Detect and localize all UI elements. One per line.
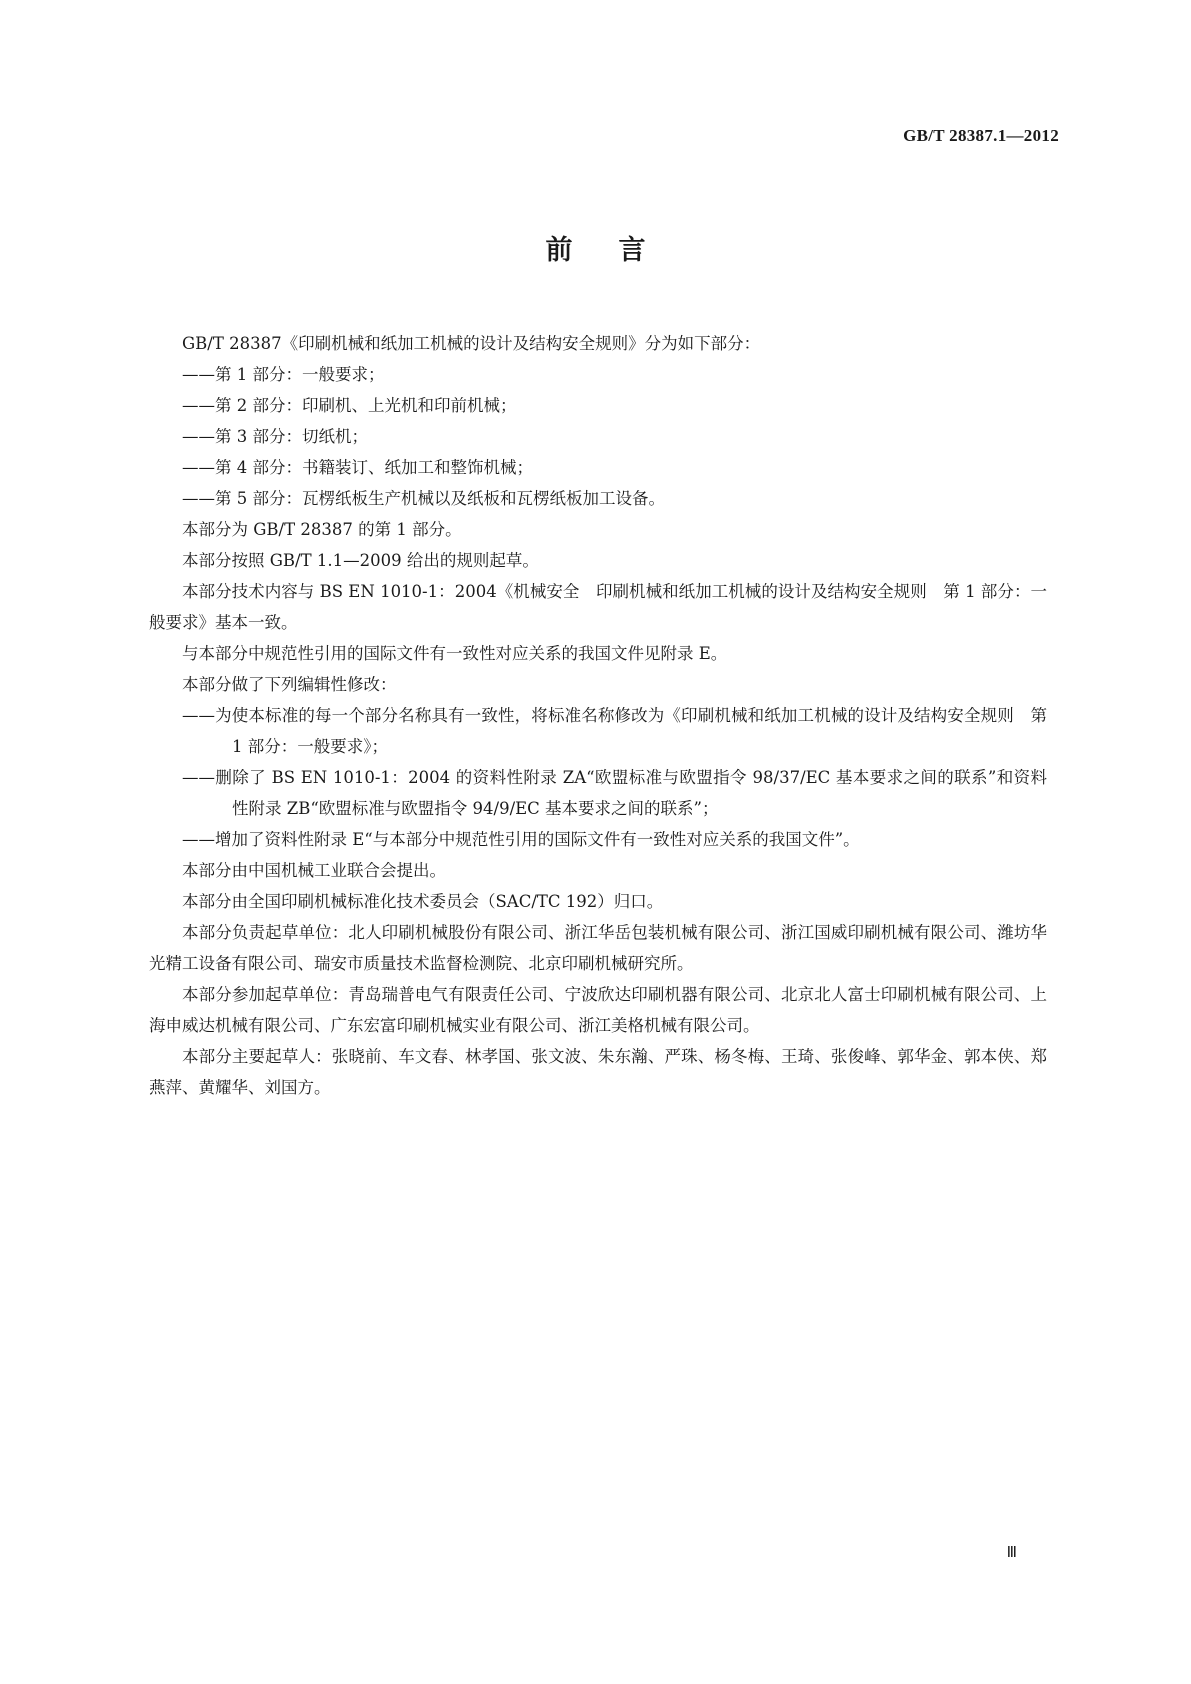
paragraph-technical-content: 本部分技术内容与 BS EN 1010-1：2004《机械安全 印刷机械和纸加工机械的设计及结构安全规则 第 1 部分：一般要求》基本一致。 <box>149 582 1047 632</box>
list-item-change-1: ——为使本标准的每一个部分名称具有一致性，将标准名称修改为《印刷机械和纸加工机械的设计及结构安全规则 第 1 部分：一般要求》； <box>182 706 1047 756</box>
page-title: 前言 <box>545 235 692 266</box>
paragraph-intro: GB/T 28387《印刷机械和纸加工机械的设计及结构安全规则》分为如下部分： <box>182 334 761 353</box>
paragraph-annex-e: 与本部分中规范性引用的国际文件有一致性对应关系的我国文件见附录 E。 <box>182 644 728 663</box>
paragraph-drafting-rules: 本部分按照 GB/T 1.1—2009 给出的规则起草。 <box>182 551 539 570</box>
paragraph-responsible-units: 本部分负责起草单位：北人印刷机械股份有限公司、浙江华岳包装机械有限公司、浙江国威印刷机械有限公司、潍坊华光精工设备有限公司、瑞安市质量技术监督检测院、北京印刷机械研究所。 <box>149 923 1047 973</box>
standard-number: GB/T 28387.1—2012 <box>903 126 1059 145</box>
list-item-part-1: ——第 1 部分：一般要求； <box>182 365 385 384</box>
paragraph-editorial-changes: 本部分做了下列编辑性修改： <box>182 675 397 694</box>
document-body <box>149 328 1047 1103</box>
paragraph-committee: 本部分由全国印刷机械标准化技术委员会（SAC/TC 192）归口。 <box>182 892 664 911</box>
paragraph-part-statement: 本部分为 GB/T 28387 的第 1 部分。 <box>182 520 462 539</box>
list-item-part-4: ——第 4 部分：书籍装订、纸加工和整饰机械； <box>182 458 533 477</box>
page-number: Ⅲ <box>1006 1545 1017 1561</box>
list-item-change-3: ——增加了资料性附录 E“与本部分中规范性引用的国际文件有一致性对应关系的我国文件”。 <box>182 830 860 849</box>
paragraph-participating-units: 本部分参加起草单位：青岛瑞普电气有限责任公司、宁波欣达印刷机器有限公司、北京北人富士印刷机械有限公司、上海申威达机械有限公司、广东宏富印刷机械实业有限公司、浙江美格机械有限公司。 <box>149 985 1047 1035</box>
paragraph-proposer: 本部分由中国机械工业联合会提出。 <box>182 861 446 880</box>
list-item-change-2: ——删除了 BS EN 1010-1：2004 的资料性附录 ZA“欧盟标准与欧盟指令 98/37/EC 基本要求之间的联系”和资料性附录 ZB“欧盟标准与欧盟指令 94/9/EC 基本要求之间的联系”； <box>182 768 1047 818</box>
list-item-part-2: ——第 2 部分：印刷机、上光机和印前机械； <box>182 396 517 415</box>
list-item-part-3: ——第 3 部分：切纸机； <box>182 427 368 446</box>
paragraph-drafters: 本部分主要起草人：张晓前、车文春、林孝国、张文波、朱东瀚、严珠、杨冬梅、王琦、张俊峰、郭华金、郭本侠、郑燕萍、黄耀华、刘国方。 <box>149 1047 1047 1097</box>
list-item-part-5: ——第 5 部分：瓦楞纸板生产机械以及纸板和瓦楞纸板加工设备。 <box>182 489 665 508</box>
